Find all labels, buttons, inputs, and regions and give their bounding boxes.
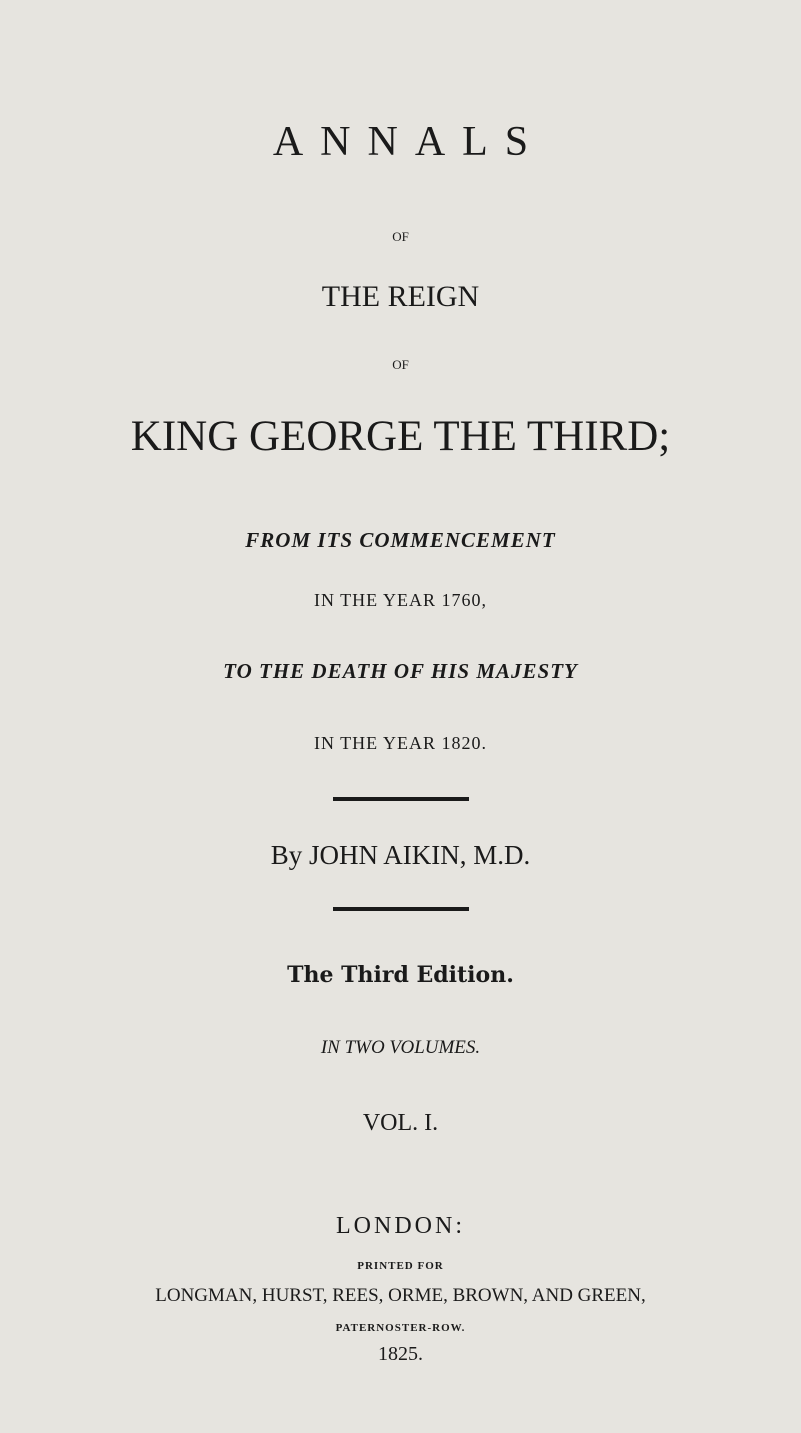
title-the-reign: THE REIGN	[321, 280, 480, 313]
subtitle-to: TO THE DEATH OF HIS MAJESTY	[223, 659, 578, 683]
imprint-street: PATERNOSTER-ROW.	[335, 1322, 466, 1334]
imprint-year: 1825.	[378, 1343, 423, 1365]
subtitle-year-start: IN THE YEAR 1760,	[314, 590, 487, 610]
author: By JOHN AIKIN, M.D.	[270, 840, 531, 870]
volumes: IN TWO VOLUMES.	[320, 1037, 481, 1058]
title-annals: ANNALS	[272, 119, 546, 165]
imprint-city: LONDON:	[336, 1213, 465, 1239]
subtitle-year-end: IN THE YEAR 1820.	[314, 733, 487, 753]
volume-number: VOL. I.	[362, 1110, 439, 1136]
rule-top	[333, 797, 469, 801]
title-of-1: OF	[392, 229, 409, 244]
imprint-publishers: LONGMAN, HURST, REES, ORME, BROWN, AND GREEN,	[155, 1285, 646, 1306]
edition: The Third Edition.	[287, 962, 514, 988]
title-of-2: OF	[392, 357, 409, 372]
title-king-george: KING GEORGE THE THIRD;	[130, 413, 671, 460]
imprint-printed-for: PRINTED FOR	[357, 1260, 444, 1272]
subtitle-from: FROM ITS COMMENCEMENT	[245, 528, 556, 552]
rule-bottom	[333, 907, 469, 911]
